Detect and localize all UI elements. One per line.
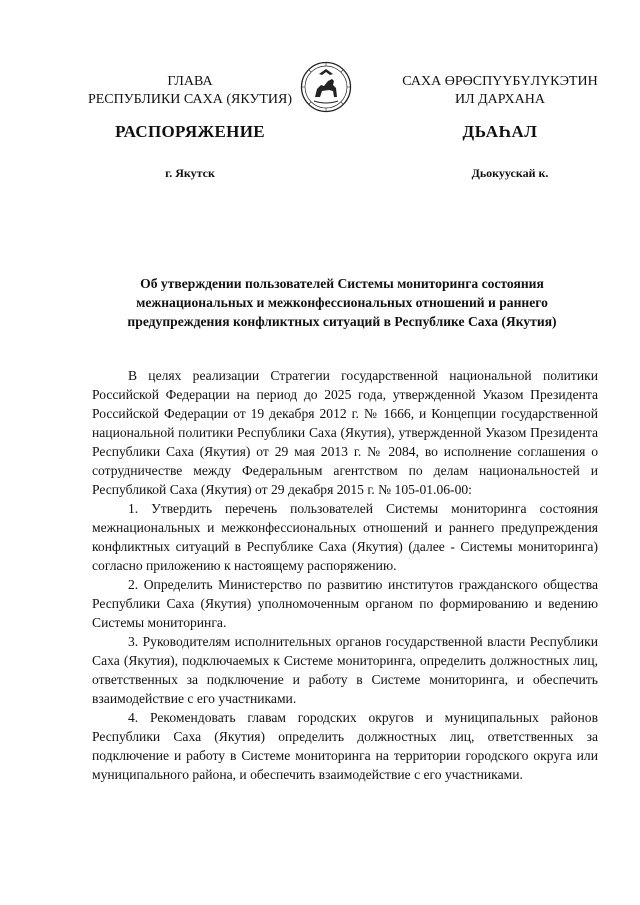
issuer-sakha bbox=[380, 73, 620, 109]
issuer-ru-line1: ГЛАВА bbox=[167, 74, 213, 89]
issuer-ru bbox=[70, 73, 310, 109]
subject-line-1: Об утверждении пользователей Системы мониторинга состояния bbox=[140, 276, 544, 291]
document-subject bbox=[92, 274, 592, 331]
order-item-4: 4. Рекомендовать главам городских округов и муниципальных районов Республики Саха (Якутия) определить должностных лиц, ответственных за подключение и работу в Системе мониторинга на территории городского округа или муниципального района, и обеспечить взаимодействие с его участниками. bbox=[92, 710, 598, 782]
city-ru: г. Якутск bbox=[165, 166, 215, 180]
issuer-sakha-line2: ИЛ ДАРХАНА bbox=[454, 92, 545, 107]
subject-line-2: межнациональных и межконфессиональных отношений и раннего bbox=[136, 295, 548, 310]
order-item-1: 1. Утвердить перечень пользователей Системы мониторинга состояния межнациональных и межконфессиональных отношений и раннего предупреждения конфликтных ситуаций в Республике Саха (Якутия) (далее - Системы мониторинга) согласно приложению к настоящему распоряжению. bbox=[92, 501, 598, 573]
document-body bbox=[92, 366, 598, 784]
order-item-3: 3. Руководителям исполнительных органов государственной власти Республики Саха (Якутия), подключаемых к Системе мониторинга, определить должностных лиц, ответственных за подключение и работу в Системе мониторинга, и обеспечить взаимодействие с его участниками. bbox=[92, 634, 598, 706]
city-sakha: Дьокуускай к. bbox=[471, 166, 549, 180]
sakha-coat-of-arms-icon bbox=[300, 61, 352, 113]
order-item-2: 2. Определить Министерство по развитию институтов гражданского общества Республики Саха (Якутия) уполномоченным органом по формированию и ведению Системы мониторинга. bbox=[92, 577, 598, 630]
subject-line-3: предупреждения конфликтных ситуаций в Республике Саха (Якутия) bbox=[127, 314, 557, 329]
doc-type-sakha: ДЬАҺАЛ bbox=[462, 122, 538, 141]
issuer-sakha-line1: САХА ӨРӨСПҮҮБҮЛҮКЭТИН bbox=[402, 74, 598, 89]
issuer-ru-line2: РЕСПУБЛИКИ САХА (ЯКУТИЯ) bbox=[87, 92, 293, 107]
preamble-paragraph: В целях реализации Стратегии государственной национальной политики Российской Федерации на период до 2025 года, утвержденной Указом Президента Российской Федерации от 19 декабря 2012 г. № 1666, и Концепции государственной национальной политики Республики Саха (Якутия), утвержденной Указом Президента Республики Саха (Якутия) от 29 мая 2013 г. № 2084, во исполнение соглашения о сотрудничестве между Федеральным агентством по делам национальностей и Республикой Саха (Якутия) от 29 декабря 2015 г. № 105-01.06-00: bbox=[92, 368, 598, 497]
doc-type-ru: РАСПОРЯЖЕНИЕ bbox=[115, 122, 265, 141]
